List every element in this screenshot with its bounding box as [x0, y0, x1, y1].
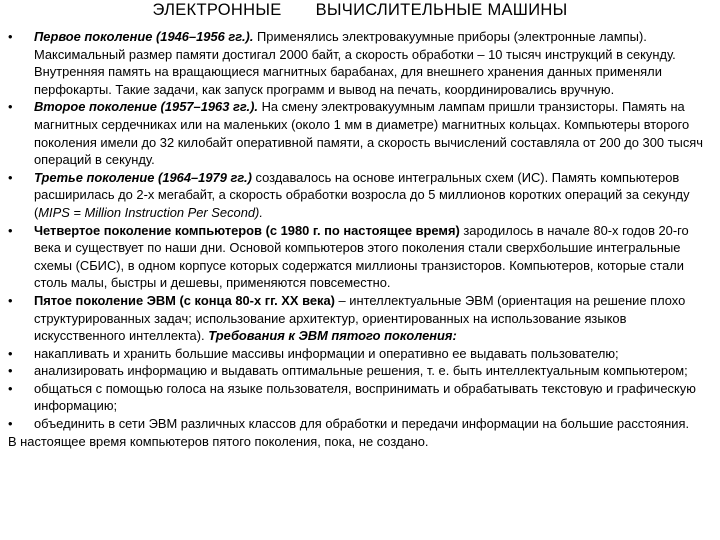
bullet-icon: • [8, 363, 13, 379]
requirement-text: объединить в сети ЭВМ различных классов для обработки и передачи информации на большие расстояния. [34, 416, 690, 432]
list-item-generation-4 [8, 222, 716, 292]
list-item-requirement [8, 362, 716, 380]
generation-4-text: зародилось в начале 80-х годов 20-го века и существует по наши дни. Основой компьютеров этого поколения стали сверхбольшие интегральные схемы (СБИС), в одном корпусе которых содержатся миллионы транзисторов. Компьютеров, которые стали столь малы, быстры и дешевы, применяются повсеместно. [34, 222, 689, 291]
generation-5-heading: Пятое поколение ЭВМ (с конца 80-х гг. XX века) [34, 292, 335, 308]
slide-content [8, 28, 716, 450]
bullet-icon: • [8, 380, 13, 396]
bullet-icon: • [8, 29, 13, 44]
requirement-text: накапливать и хранить большие массивы информации и оперативно ее выдавать пользователю; [34, 345, 619, 361]
title-part-1: ЭЛЕКТРОННЫЕ [152, 1, 282, 19]
list-item-generation-2 [8, 98, 716, 168]
generation-2-heading: Второе поколение (1957–1963 гг.). [34, 99, 258, 115]
list-item-requirement [8, 345, 716, 363]
list-item-generation-5 [8, 292, 716, 345]
mips-definition: MIPS = Million Instruction Per Second). [38, 204, 263, 220]
conclusion-text: В настоящее время компьютеров пятого поколения, пока, не создано. [8, 433, 429, 449]
generation-4-heading: Четвертое поколение компьютеров (с 1980 г. по настоящее время) [34, 222, 460, 238]
page-title [0, 1, 720, 19]
list-item-generation-1 [8, 28, 716, 98]
generation-1-text: Применялись электровакуумные приборы (электронные лампы). Максимальный размер памяти достигал 2000 байт, а скорость обработки – 10 тысяч инструкций в секунду. Внутренняя память на вращающиеся магнитных барабанах, для внешнего хранения данных применяли перфокарты. Такие задачи, как запуск программ и вывод на печать, координировались вручную. [34, 29, 676, 97]
title-part-2: ВЫЧИСЛИТЕЛЬНЫЕ МАШИНЫ [315, 1, 568, 19]
generation-3-text: создавалось на основе интегральных схем (ИС). Память компьютеров расширилась до 2-х мегабайт, а скорость обработки возросла до 5 миллионов коротких операций за секунду ( [34, 169, 690, 220]
generation-1-heading: Первое поколение (1946–1956 гг.). [34, 29, 254, 44]
bullet-icon: • [8, 292, 13, 308]
list-item-requirement [8, 380, 716, 415]
bullet-icon: • [8, 222, 13, 238]
bullet-icon: • [8, 99, 13, 115]
bullet-icon: • [8, 169, 13, 185]
requirement-text: анализировать информацию и выдавать оптимальные решения, т. е. быть интеллектуальным компьютером; [34, 363, 688, 379]
generation-2-text: На смену электровакуумным лампам пришли транзисторы. Память на магнитных сердечниках или на маленьких (около 1 мм в диаметре) магнитных кольцах. Компьютеры второго поколения имели до 32 килобайт оперативной памяти, а скорость вычислений составляла от 200 до 300 тысяч операций в секунду. [34, 99, 703, 168]
generation-3-heading: Третье поколение (1964–1979 гг.) [34, 169, 252, 185]
generation-5-requirements-heading: Требования к ЭВМ пятого поколения: [208, 328, 457, 344]
list-item-requirement [8, 415, 716, 433]
list-item-generation-3 [8, 169, 716, 222]
generation-5-text: – интеллектуальные ЭВМ (ориентация на решение плохо структурированных задач; использование архитектур, ориентированных на использование языков искусственного интеллекта). [34, 292, 686, 344]
bullet-icon: • [8, 416, 13, 432]
bullet-icon: • [8, 345, 13, 361]
requirement-text: общаться с помощью голоса на языке пользователя, воспринимать и обрабатывать текстовую и графическую информацию; [34, 380, 696, 414]
